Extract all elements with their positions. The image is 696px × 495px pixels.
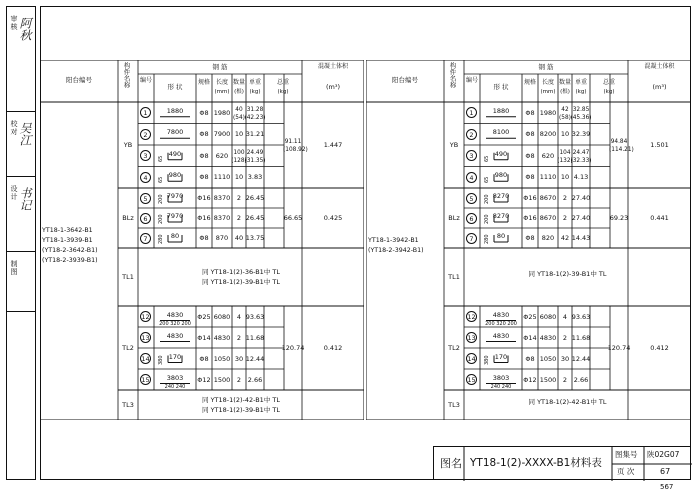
- bar-dimension: 980: [168, 171, 182, 180]
- member-name: TL3: [122, 401, 134, 409]
- signature-sidebar: [6, 6, 36, 480]
- bar-unit-weight: 32.39: [571, 130, 591, 139]
- bar-length: 1110: [539, 173, 557, 182]
- bar-side-dim: 200: [484, 214, 490, 224]
- total-weight-header: 总重: [602, 79, 616, 86]
- total-weight: 91.11 (108.92): [283, 139, 308, 153]
- bar-side-dim: 380: [158, 354, 164, 365]
- bar-count: 104 (132): [557, 149, 573, 164]
- concrete-unit: (m³): [325, 83, 341, 91]
- bar-number: 13: [141, 334, 150, 342]
- no-header: 编号: [465, 77, 479, 84]
- bar-dimension: 8270: [492, 212, 510, 220]
- bar-count: 100 (128): [231, 149, 247, 164]
- bar-number: 3: [140, 150, 151, 161]
- footer-page-number: 567: [660, 483, 674, 491]
- bar-side-dim: 280: [484, 234, 490, 244]
- bar-count: 2: [236, 214, 242, 222]
- count-unit: (根): [560, 89, 570, 95]
- bar-sub-dim: 200 320 200: [485, 320, 517, 327]
- member-name-header: 构件名称: [122, 62, 131, 88]
- balcony-code-header: 阳台编号: [66, 76, 92, 84]
- bar-dimension: 4830: [166, 310, 184, 319]
- bar-spec: Φ8: [525, 354, 535, 363]
- bar-spec: Φ14: [523, 333, 537, 342]
- bar-dimension: 4830: [166, 331, 184, 340]
- bar-unit-weight: 2.66: [247, 375, 263, 384]
- bar-sub-dim: 240 240: [490, 383, 512, 390]
- bar-unit-weight: 31.21: [245, 130, 265, 139]
- bar-count: 10: [234, 130, 244, 139]
- atlas-number: 陕02G07: [647, 450, 680, 459]
- bar-side-dim: 200: [158, 214, 164, 224]
- sidebar-signature: 吴江: [18, 122, 32, 146]
- total-weight: 120.74: [607, 344, 631, 352]
- sidebar-role-label: 设计: [10, 185, 18, 201]
- bar-count: 2: [236, 194, 242, 202]
- bar-unit-weight: 2.66: [573, 375, 589, 384]
- bar-number: 12: [141, 313, 150, 321]
- bar-sub-dim: 200 320 200: [159, 320, 191, 327]
- bar-dimension: 7970: [166, 192, 184, 200]
- bar-number: 1: [466, 107, 477, 118]
- reference-note: 同 YT18-1(2)-36-B1中 TL: [202, 268, 280, 276]
- bar-length: 1110: [213, 173, 231, 182]
- bar-number: 2: [140, 129, 151, 140]
- bar-length: 1980: [539, 108, 557, 117]
- bar-side-dim: 280: [158, 234, 164, 244]
- bar-spec: Φ12: [197, 375, 211, 384]
- bar-number: 5: [466, 193, 477, 204]
- bar-spec: Φ25: [197, 312, 211, 321]
- spec-header: 规格: [523, 79, 537, 86]
- total-weight: 120.74: [281, 344, 305, 352]
- balcony-code: YT18-1-3642-B1: [42, 227, 93, 234]
- member-name: TL1: [448, 273, 460, 281]
- bar-count: 10: [560, 173, 570, 182]
- unit-weight-header: 单重: [574, 79, 588, 86]
- bar-dimension: 3803: [166, 373, 184, 382]
- member-name: YB: [123, 141, 133, 149]
- bar-count: 4: [236, 312, 242, 321]
- bar-dimension: 170: [168, 352, 182, 361]
- sidebar-signature: 书记: [18, 187, 32, 211]
- bar-dimension: 80: [170, 232, 180, 240]
- sidebar-cell: [7, 112, 35, 177]
- bar-unit-weight: 13.75: [245, 234, 265, 242]
- bar-dimension: 1880: [492, 106, 510, 115]
- total-weight: 69.23: [609, 214, 629, 222]
- bar-spec: Φ8: [199, 130, 209, 139]
- bar-number: 4: [140, 172, 151, 183]
- bar-spec: Φ8: [199, 173, 209, 182]
- bar-spec: Φ16: [523, 194, 537, 202]
- bar-length: 1500: [539, 375, 557, 384]
- right-material-table: [366, 60, 691, 420]
- bar-number: 1: [140, 107, 151, 118]
- balcony-code: (YT18-2-3939-B1): [42, 257, 98, 264]
- bar-side-dim: 65: [158, 155, 164, 162]
- unit-weight-header: 单重: [248, 79, 262, 86]
- bar-spec: Φ8: [199, 354, 209, 363]
- bar-count: 42: [560, 234, 570, 242]
- member-name-header: 构件名称: [448, 62, 457, 88]
- bar-length: 6080: [539, 312, 557, 321]
- bar-unit-weight: 93.63: [245, 312, 265, 321]
- bar-number: 3: [466, 150, 477, 161]
- bar-length: 620: [541, 151, 555, 160]
- bar-spec: Φ8: [525, 130, 535, 139]
- sidebar-role-label: 审核: [10, 15, 18, 31]
- member-name: TL2: [448, 344, 460, 352]
- page-number: 67: [660, 467, 671, 476]
- bar-length: 1500: [213, 375, 231, 384]
- bar-unit-weight: 3.83: [247, 173, 263, 182]
- bar-count: 30: [234, 354, 244, 363]
- bar-unit-weight: 32.85 (45.36): [570, 106, 592, 121]
- balcony-code: YT18-1-3939-B1: [42, 237, 93, 244]
- bar-dimension: 490: [168, 149, 182, 158]
- bar-dimension: 80: [496, 232, 506, 240]
- no-header: 编号: [139, 77, 153, 84]
- bar-length: 1050: [539, 354, 557, 363]
- bar-dimension: 7970: [166, 212, 184, 220]
- bar-length: 6080: [213, 312, 231, 321]
- bar-count: 30: [560, 354, 570, 363]
- bar-count: 40 (54): [233, 106, 245, 121]
- bar-length: 1050: [213, 354, 231, 363]
- bar-number: 5: [140, 193, 151, 204]
- concrete-volume-header: 混凝土体积: [317, 63, 349, 70]
- bar-spec: Φ8: [525, 173, 535, 182]
- bar-unit-weight: 27.40: [571, 194, 591, 202]
- bar-count: 2: [236, 333, 242, 342]
- bar-unit-weight: 4.13: [573, 173, 589, 182]
- shape-header: 形 状: [167, 83, 183, 91]
- balcony-code: (YT18-2-3942-B1): [368, 247, 424, 254]
- title-label: 图名: [440, 457, 462, 470]
- bar-count: 2: [562, 333, 568, 342]
- bar-count: 10: [234, 173, 244, 182]
- bar-dimension: 980: [494, 171, 508, 180]
- reference-note: 同 YT18-1(2)-39-B1中 TL: [528, 270, 607, 278]
- bar-dimension: 3803: [492, 373, 510, 382]
- bar-number: 15: [467, 376, 476, 384]
- bar-unit-weight: 93.63: [571, 312, 591, 321]
- bar-spec: Φ16: [197, 194, 211, 202]
- bar-unit-weight: 14.43: [571, 234, 591, 242]
- member-name: TL3: [448, 401, 460, 409]
- sidebar-cell: [7, 7, 35, 112]
- concrete-unit: (m³): [652, 83, 667, 91]
- bar-side-dim: 65: [484, 155, 490, 162]
- bar-count: 2: [562, 214, 568, 222]
- bar-side-dim: 200: [158, 194, 164, 204]
- member-name: TL2: [122, 344, 134, 352]
- bar-unit-weight: 27.40: [571, 214, 591, 222]
- balcony-code: YT18-1-3942-B1: [368, 237, 419, 244]
- member-name: BLz: [122, 214, 134, 222]
- member-name: TL1: [122, 273, 134, 281]
- member-name: YB: [449, 141, 459, 149]
- member-name: BLz: [448, 214, 460, 222]
- concrete-volume: 0.441: [650, 214, 669, 222]
- bar-number: 6: [140, 213, 151, 224]
- sidebar-signature: 阿秋: [18, 17, 32, 41]
- steel-header: 钢 筋: [212, 63, 228, 71]
- bar-spec: Φ25: [523, 312, 537, 321]
- sidebar-role-label: 制图: [10, 260, 18, 276]
- bar-count: 42 (58): [559, 106, 571, 121]
- bar-unit-weight: 12.44: [571, 354, 591, 363]
- bar-spec: Φ8: [199, 151, 209, 160]
- count-header: 数量: [558, 79, 572, 86]
- bar-dimension: 8100: [492, 128, 510, 137]
- bar-spec: Φ8: [199, 234, 209, 242]
- bar-dimension: 170: [494, 352, 508, 361]
- sidebar-cell: [7, 177, 35, 252]
- count-unit: (根): [234, 89, 244, 95]
- bar-number: 13: [467, 334, 476, 342]
- concrete-volume: 0.425: [323, 214, 343, 222]
- balcony-code: (YT18-2-3642-B1): [42, 247, 98, 254]
- bar-dimension: 1880: [166, 106, 184, 115]
- bar-length: 8370: [213, 194, 231, 202]
- reference-note: 同 YT18-1(2)-39-B1中 TL: [202, 278, 280, 286]
- bar-length: 870: [215, 234, 229, 242]
- total-weight-unit: (kg): [603, 89, 615, 95]
- bar-dimension: 7800: [166, 128, 184, 137]
- bar-side-dim: 380: [484, 354, 490, 365]
- bar-count: 2: [562, 194, 568, 202]
- length-header: 长度: [541, 79, 555, 86]
- bar-spec: Φ16: [523, 214, 537, 222]
- reference-note: 同 YT18-1(2)-42-B1中 TL: [528, 398, 607, 406]
- total-weight-header: 总重: [276, 79, 290, 86]
- bar-number: 7: [466, 233, 477, 244]
- length-header: 长度: [215, 79, 229, 86]
- total-weight-unit: (kg): [277, 89, 289, 95]
- sidebar-cell: [7, 252, 35, 312]
- bar-unit-weight: 24.49 (31.35): [244, 149, 266, 164]
- bar-spec: Φ8: [525, 234, 535, 242]
- bar-side-dim: 65: [484, 176, 490, 184]
- length-unit: (mm): [214, 89, 230, 95]
- drawing-title: YT18-1(2)-XXXX-B1材料表: [470, 457, 602, 469]
- bar-unit-weight: 26.45: [245, 194, 265, 202]
- bar-count: 4: [562, 312, 568, 321]
- bar-count: 10: [560, 130, 570, 139]
- bar-number: 7: [140, 233, 151, 244]
- bar-number: 15: [141, 376, 150, 384]
- bar-length: 4830: [213, 333, 231, 342]
- concrete-volume-header: 混凝土体积: [644, 63, 675, 70]
- bar-spec: Φ16: [197, 214, 211, 222]
- bar-side-dim: 65: [158, 176, 164, 184]
- bar-unit-weight: 26.45: [245, 214, 265, 222]
- bar-number: 12: [467, 313, 476, 321]
- bar-spec: Φ12: [523, 375, 537, 384]
- reference-note: 同 YT18-1(2)-39-B1中 TL: [202, 406, 280, 414]
- bar-count: 2: [562, 375, 568, 384]
- bar-number: 2: [466, 129, 477, 140]
- concrete-volume: 1.501: [650, 141, 669, 149]
- atlas-label: 图集号: [615, 450, 638, 459]
- length-unit: (mm): [540, 89, 556, 95]
- bar-unit-weight: 11.68: [245, 333, 265, 342]
- reference-note: 同 YT18-1(2)-42-B1中 TL: [202, 396, 280, 404]
- bar-spec: Φ8: [525, 108, 535, 117]
- total-weight: 94.84 (114.21): [609, 139, 634, 153]
- bar-unit-weight: 31.28 (42.23): [244, 106, 266, 121]
- bar-dimension: 4830: [492, 331, 510, 340]
- bar-number: 6: [466, 213, 477, 224]
- count-header: 数量: [232, 79, 246, 86]
- bar-spec: Φ8: [199, 108, 209, 117]
- bar-count: 2: [236, 375, 242, 384]
- bar-length: 8370: [213, 214, 231, 222]
- bar-number: 14: [467, 355, 476, 363]
- concrete-volume: 1.447: [323, 141, 343, 149]
- left-material-table: [40, 60, 364, 420]
- bar-length: 8670: [539, 214, 557, 222]
- bar-spec: Φ8: [525, 151, 535, 160]
- bar-number: 4: [466, 172, 477, 183]
- spec-header: 规格: [197, 79, 211, 86]
- bar-unit-weight: 12.44: [245, 354, 265, 363]
- title-block: [433, 446, 691, 480]
- bar-length: 820: [541, 234, 555, 242]
- unit-weight-unit: (kg): [575, 89, 587, 95]
- bar-spec: Φ14: [197, 333, 211, 342]
- sidebar-role-label: 校对: [10, 120, 18, 136]
- bar-number: 14: [141, 355, 150, 363]
- bar-length: 7900: [213, 130, 231, 139]
- bar-length: 8200: [539, 130, 557, 139]
- bar-count: 40: [234, 234, 244, 242]
- bar-length: 4830: [539, 333, 557, 342]
- bar-sub-dim: 240 240: [164, 383, 186, 390]
- bar-length: 8670: [539, 194, 557, 202]
- bar-side-dim: 200: [484, 194, 490, 204]
- concrete-volume: 0.412: [650, 344, 669, 352]
- unit-weight-unit: (kg): [249, 89, 261, 95]
- bar-dimension: 4830: [492, 310, 510, 319]
- shape-header: 形 状: [493, 83, 509, 91]
- bar-dimension: 8270: [492, 192, 510, 200]
- bar-length: 620: [215, 151, 229, 160]
- total-weight: 66.65: [283, 214, 303, 222]
- bar-length: 1980: [213, 108, 231, 117]
- bar-dimension: 490: [494, 149, 508, 158]
- bar-unit-weight: 24.47 (32.33): [570, 149, 592, 164]
- bar-unit-weight: 11.68: [571, 333, 591, 342]
- steel-header: 钢 筋: [538, 63, 554, 71]
- page-label: 页 次: [617, 467, 635, 476]
- concrete-volume: 0.412: [323, 344, 343, 352]
- balcony-code-header: 阳台编号: [392, 76, 418, 84]
